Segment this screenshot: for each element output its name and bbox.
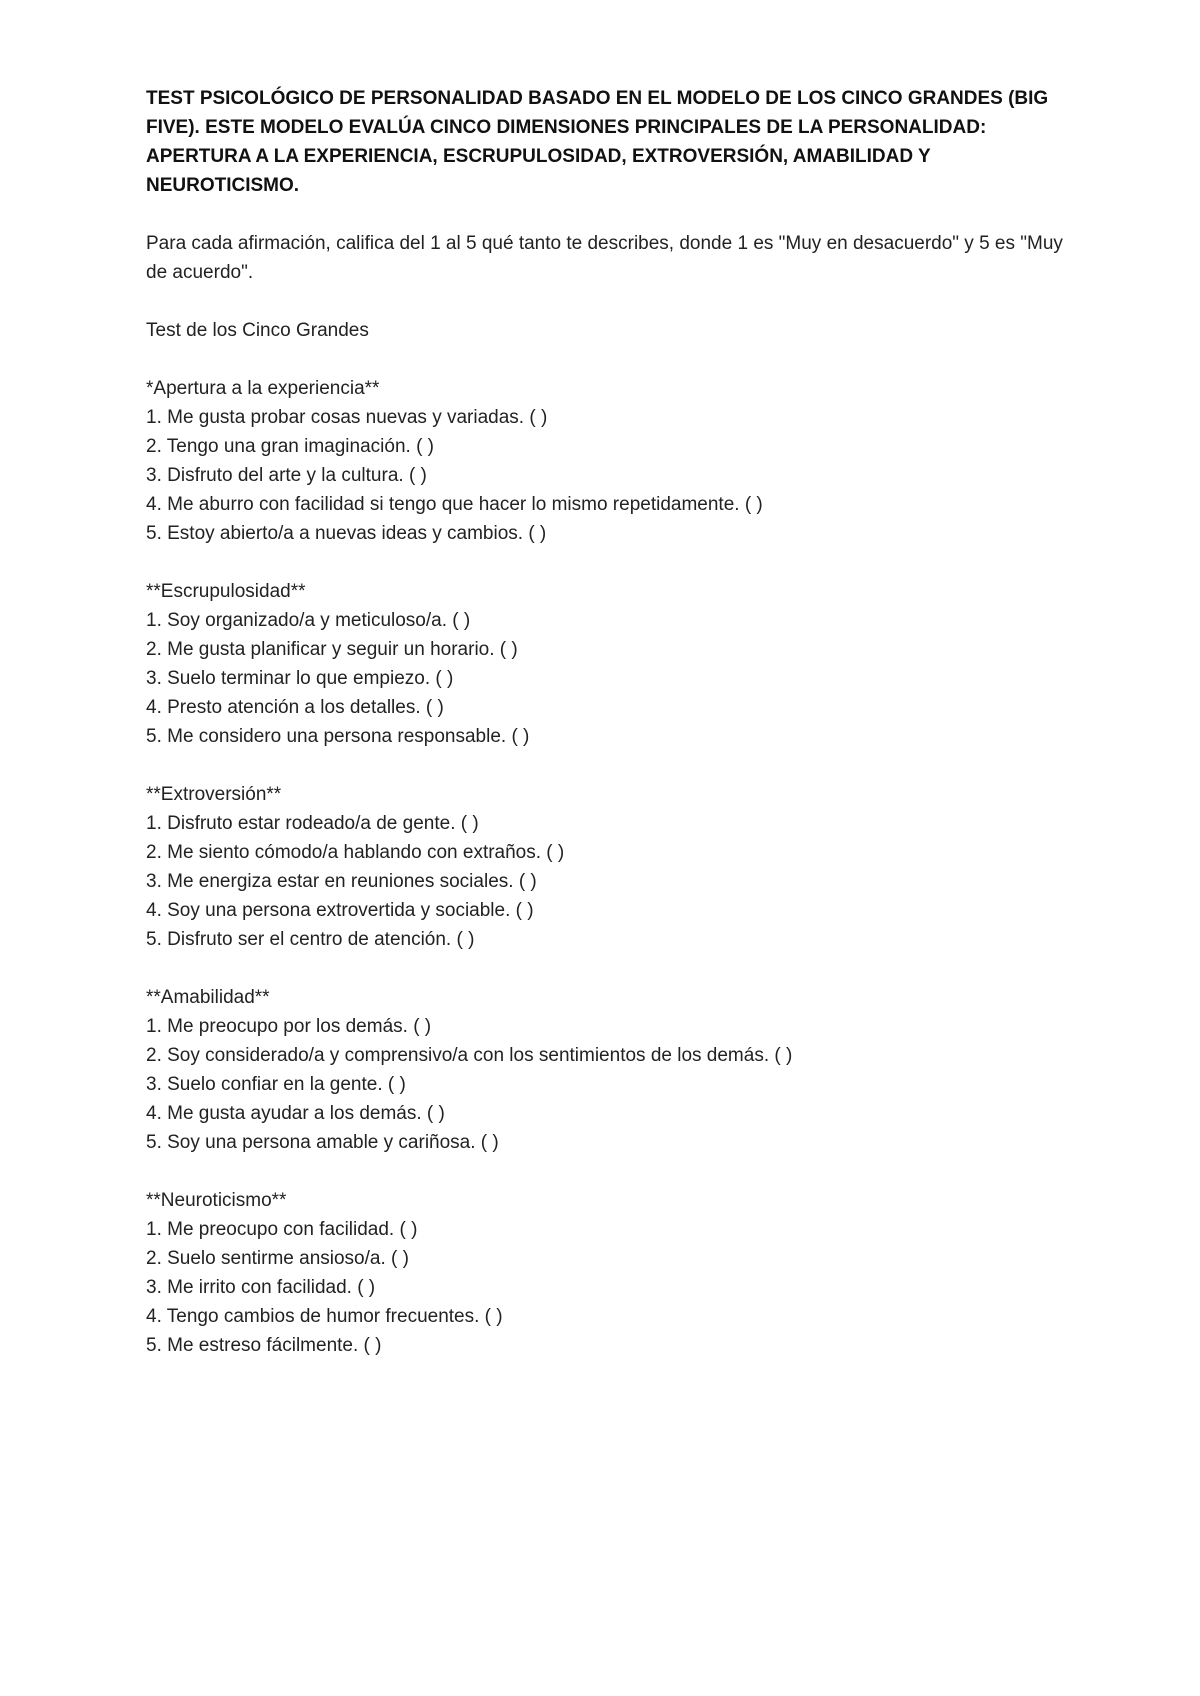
section-neuroticismo [146,1186,1086,1360]
section-heading: **Extroversión** [146,784,282,805]
section-heading: **Amabilidad** [146,987,270,1008]
list-item: 2. Me siento cómodo/a hablando con extraños. ( ) [146,842,565,863]
list-item: 2. Suelo sentirme ansioso/a. ( ) [146,1248,409,1269]
item-list [146,1012,1086,1157]
list-item: 3. Disfruto del arte y la cultura. ( ) [146,465,427,486]
list-item: 4. Me gusta ayudar a los demás. ( ) [146,1103,445,1124]
list-item: 1. Me preocupo con facilidad. ( ) [146,1219,418,1240]
item-list [146,1215,1086,1360]
section-extroversion [146,780,1086,954]
list-item: 1. Me gusta probar cosas nuevas y variadas. ( ) [146,407,548,428]
document-title: TEST PSICOLÓGICO DE PERSONALIDAD BASADO EN EL MODELO DE LOS CINCO GRANDES (BIG FIVE). ESTE MODELO EVALÚA CINCO DIMENSIONES PRINCIPALES DE LA PERSONALIDAD: APERTURA A LA EXPERIENCIA, ESCRUPULOSIDAD, EXTROVERSIÓN, AMABILIDAD Y NEUROTICISMO. [146,88,1049,196]
list-item: 5. Me considero una persona responsable. ( ) [146,726,530,747]
list-item: 4. Me aburro con facilidad si tengo que hacer lo mismo repetidamente. ( ) [146,494,763,515]
section-heading: **Neuroticismo** [146,1190,287,1211]
list-item: 4. Tengo cambios de humor frecuentes. ( ) [146,1306,503,1327]
item-list [146,606,1086,751]
list-item: 2. Tengo una gran imaginación. ( ) [146,436,434,457]
instructions-paragraph: Para cada afirmación, califica del 1 al 5 qué tanto te describes, donde 1 es "Muy en desacuerdo" y 5 es "Muy de acuerdo". [146,233,1063,283]
document-page [146,84,1086,1360]
list-item: 1. Soy organizado/a y meticuloso/a. ( ) [146,610,471,631]
list-item: 2. Me gusta planificar y seguir un horario. ( ) [146,639,518,660]
section-heading: *Apertura a la experiencia** [146,378,380,399]
list-item: 5. Soy una persona amable y cariñosa. ( ) [146,1132,499,1153]
list-item: 4. Presto atención a los detalles. ( ) [146,697,444,718]
section-apertura [146,374,1086,548]
item-list [146,809,1086,954]
list-item: 3. Me energiza estar en reuniones sociales. ( ) [146,871,537,892]
list-item: 3. Me irrito con facilidad. ( ) [146,1277,376,1298]
section-escrupulosidad [146,577,1086,751]
list-item: 5. Me estreso fácilmente. ( ) [146,1335,382,1356]
list-item: 3. Suelo confiar en la gente. ( ) [146,1074,406,1095]
section-heading: **Escrupulosidad** [146,581,306,602]
item-list [146,403,1086,548]
list-item: 1. Me preocupo por los demás. ( ) [146,1016,432,1037]
list-item: 2. Soy considerado/a y comprensivo/a con los sentimientos de los demás. ( ) [146,1045,793,1066]
list-item: 5. Disfruto ser el centro de atención. ( ) [146,929,475,950]
list-item: 1. Disfruto estar rodeado/a de gente. ( ) [146,813,479,834]
section-amabilidad [146,983,1086,1157]
list-item: 4. Soy una persona extrovertida y sociable. ( ) [146,900,534,921]
list-item: 5. Estoy abierto/a a nuevas ideas y cambios. ( ) [146,523,547,544]
list-item: 3. Suelo terminar lo que empiezo. ( ) [146,668,454,689]
test-subtitle: Test de los Cinco Grandes [146,320,369,341]
